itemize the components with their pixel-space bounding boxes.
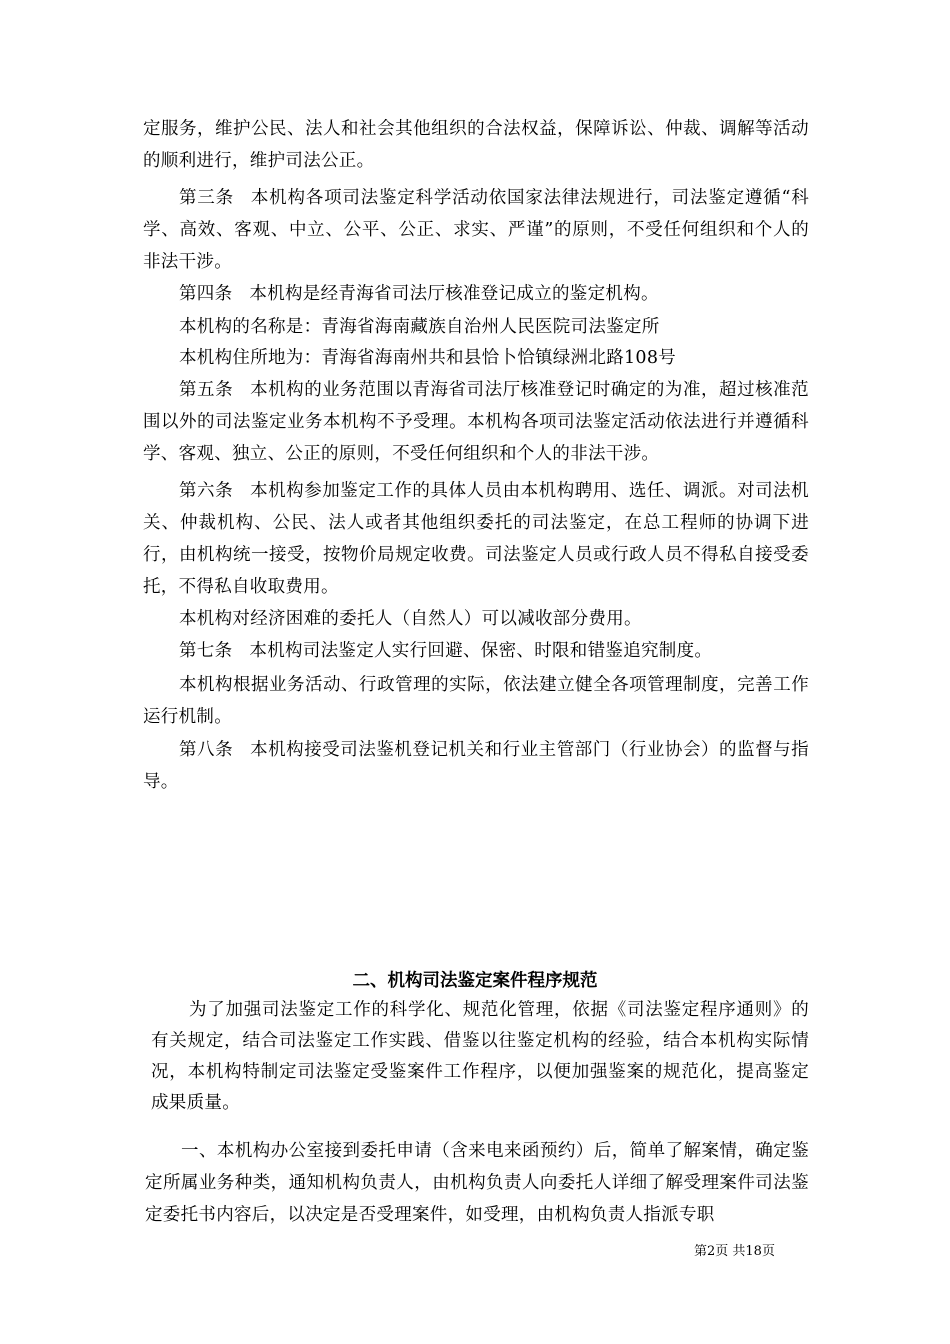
article-8-text: 本机构接受司法鉴机登记机关和行业主管部门（行业协会）的监督与指导。 <box>143 740 809 792</box>
institution-address-line: 本机构住所地为：青海省海南州共和县恰卜恰镇绿洲北路108号 <box>179 348 677 368</box>
article-7-label: 第七条 <box>179 641 233 661</box>
article-6-label: 第六条 <box>179 481 234 501</box>
article-6-text: 本机构参加鉴定工作的具体人员由本机构聘用、选任、调派。对司法机关、仲裁机构、公民、法人或者其他组织委托的司法鉴定，在总工程师的协调下进行，由机构统一接受，按物价局规定收费。司法鉴定人员或行政人员不得私自接受委托，不得私自收取费用。 <box>143 481 809 597</box>
article-5 <box>143 374 809 470</box>
section-intro: 为了加强司法鉴定工作的科学化、规范化管理，依据《司法鉴定程序通则》的有关规定，结合司法鉴定工作实践、借鉴以往鉴定机构的经验，结合本机构实际情况，本机构特制定司法鉴定受鉴案件工作程序，以便加强鉴案的规范化，提高鉴定成果质量。 <box>151 1000 809 1113</box>
fee-reduction-line: 本机构对经济困难的委托人（自然人）可以减收部分费用。 <box>179 609 642 629</box>
article-7 <box>143 635 809 667</box>
article-3-label: 第三条 <box>179 188 234 208</box>
procedure-item-1: 一、本机构办公室接到委托申请（含来电来函预约）后，简单了解案情，确定鉴定所属业务种类，通知机构负责人，由机构负责人向委托人详细了解受理案件司法鉴定委托书内容后，以决定是否受理案件，如受理，由机构负责人指派专职 <box>145 1141 809 1225</box>
article-3 <box>143 182 809 278</box>
article-3-text: 本机构各项司法鉴定科学活动依国家法律法规进行，司法鉴定遵循“科学、高效、客观、中立、公平、公正、求实、严谨”的原则，不受任何组织和个人的非法干涉。 <box>143 188 809 272</box>
paragraph-continuation: 定服务，维护公民、法人和社会其他组织的合法权益，保障诉讼、仲裁、调解等活动的顺利进行，维护司法公正。 <box>143 119 809 171</box>
management-line: 本机构根据业务活动、行政管理的实际，依法建立健全各项管理制度，完善工作运行机制。 <box>143 675 809 727</box>
article-5-text: 本机构的业务范围以青海省司法厅核准登记时确定的为准，超过核准范围以外的司法鉴定业务本机构不予受理。本机构各项司法鉴定活动依法进行并遵循科学、客观、独立、公正的原则，不受任何组织和个人的非法干涉。 <box>143 380 809 464</box>
article-4 <box>143 278 809 310</box>
article-7-text: 本机构司法鉴定人实行回避、保密、时限和错鉴追究制度。 <box>249 641 713 661</box>
article-5-label: 第五条 <box>179 380 234 400</box>
article-4-text: 本机构是经青海省司法厅核准登记成立的鉴定机构。 <box>249 284 659 304</box>
section-heading: 二、机构司法鉴定案件程序规范 <box>352 971 598 991</box>
article-4-label: 第四条 <box>179 284 233 304</box>
article-6 <box>143 475 809 603</box>
article-8-label: 第八条 <box>179 740 234 760</box>
page-number-footer: 第2页 共18页 <box>694 1244 775 1259</box>
institution-name-line: 本机构的名称是：青海省海南藏族自治州人民医院司法鉴定所 <box>179 317 660 337</box>
article-8 <box>143 734 809 798</box>
